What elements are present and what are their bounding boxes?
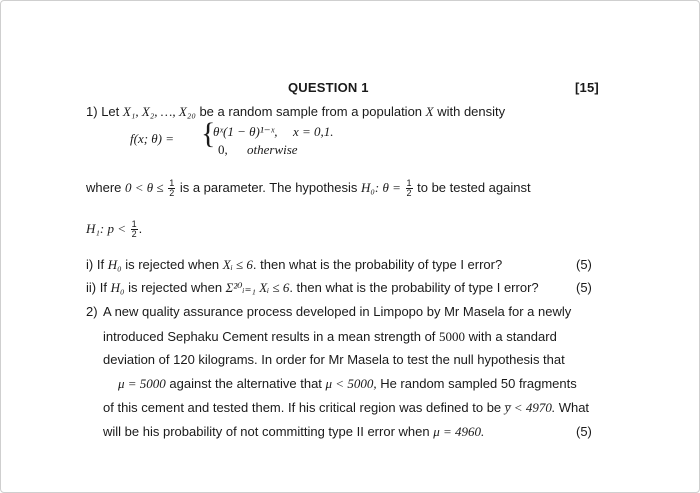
q2-marks: (5)	[576, 424, 592, 439]
density-lhs: f(x; θ) =	[130, 131, 175, 146]
q1-sample: X₁, X₂, …, X₂₀	[122, 104, 196, 119]
density-case1-cond: x = 0,1.	[293, 124, 334, 139]
q2-line4-a: against the alternative that	[165, 376, 326, 391]
density-case2-cond: otherwise	[247, 142, 298, 157]
part-ii-number: ii)	[86, 280, 97, 295]
q2-line2-num: 5000	[439, 329, 466, 344]
part-i-number: i)	[86, 257, 94, 272]
part-ii-b: is rejected when	[124, 280, 226, 295]
h0-statement: H₀: θ =	[360, 179, 401, 195]
part-ii-h0: H₀	[110, 280, 125, 295]
q1-var: X	[425, 104, 434, 119]
half-fraction-2: $\frac{1}{2}$	[406, 178, 412, 198]
h1-line: H₁: p < $\frac{1}{2}$ .	[86, 219, 143, 239]
q1-intro-c: with density	[433, 104, 506, 119]
param-text-a: where	[86, 179, 126, 195]
part-ii-marks: (5)	[576, 280, 592, 295]
question-marks: [15]	[575, 80, 599, 95]
half-fraction-1: $\frac{1}{2}$	[169, 178, 175, 198]
q2-mu-null: μ = 5000	[118, 376, 166, 391]
q2-line1: A new quality assurance process developed in Limpopo by Mr Masela for a newly	[103, 304, 572, 319]
q2-line2	[103, 329, 557, 345]
param-text-c: to be tested against	[413, 179, 531, 195]
q2-line2-b: with a standard	[465, 329, 557, 344]
q2-line6-a: will be his probability of not committing type II error when	[103, 424, 434, 439]
q2-number: 2)	[86, 304, 98, 319]
part-i	[86, 257, 502, 273]
h1-statement: H₁: p <	[86, 220, 127, 236]
q2-line6	[103, 424, 484, 440]
density-brace: {	[201, 117, 216, 150]
q2-line4	[118, 376, 577, 392]
q2-line5-b: What	[555, 400, 590, 415]
q2-mu-true: μ = 4960.	[433, 424, 485, 439]
q2-line5-a: of this cement and tested them. If his critical region was defined to be	[103, 400, 505, 415]
part-i-marks: (5)	[576, 257, 592, 272]
part-i-c: . then what is the probability of type I error?	[252, 257, 503, 272]
param-text-b: is a parameter. The hypothesis	[176, 179, 361, 195]
param-line	[86, 179, 531, 198]
part-ii-a: If	[99, 280, 111, 295]
part-ii	[86, 280, 539, 296]
q2-line2-a: introduced Sephaku Cement results in a mean strength of	[103, 329, 440, 344]
density-case1-expr: θˣ(1 − θ)¹⁻ˣ,	[213, 124, 278, 139]
q2-line5	[103, 400, 589, 416]
q2-critical-region: y̅ < 4970.	[504, 400, 556, 415]
q1-number: 1)	[86, 104, 98, 119]
part-i-cond: Xᵢ ≤ 6	[222, 257, 253, 272]
q1-intro-a: Let	[101, 104, 123, 119]
part-ii-c: . then what is the probability of type I error?	[289, 280, 539, 295]
q1-intro	[86, 104, 505, 120]
question-title: QUESTION 1	[288, 80, 369, 95]
density-case2-val: 0,	[218, 142, 228, 157]
part-i-a: If	[96, 257, 108, 272]
param-cond: 0 < θ ≤	[125, 179, 164, 195]
q1-intro-b: be a random sample from a population	[195, 104, 426, 119]
part-i-b: is rejected when	[121, 257, 223, 272]
q2-mu-alt: μ < 5000,	[325, 376, 377, 391]
q2-line4-b: He random sampled 50 fragments	[376, 376, 577, 391]
part-i-h0: H₀	[107, 257, 122, 272]
half-fraction-3: $\frac{1}{2}$	[131, 219, 137, 239]
part-ii-cond: Σ²⁰ᵢ₌₁ Xᵢ ≤ 6	[225, 280, 290, 295]
q2-line3: deviation of 120 kilograms. In order for Mr Masela to test the null hypothesis that	[103, 352, 565, 367]
